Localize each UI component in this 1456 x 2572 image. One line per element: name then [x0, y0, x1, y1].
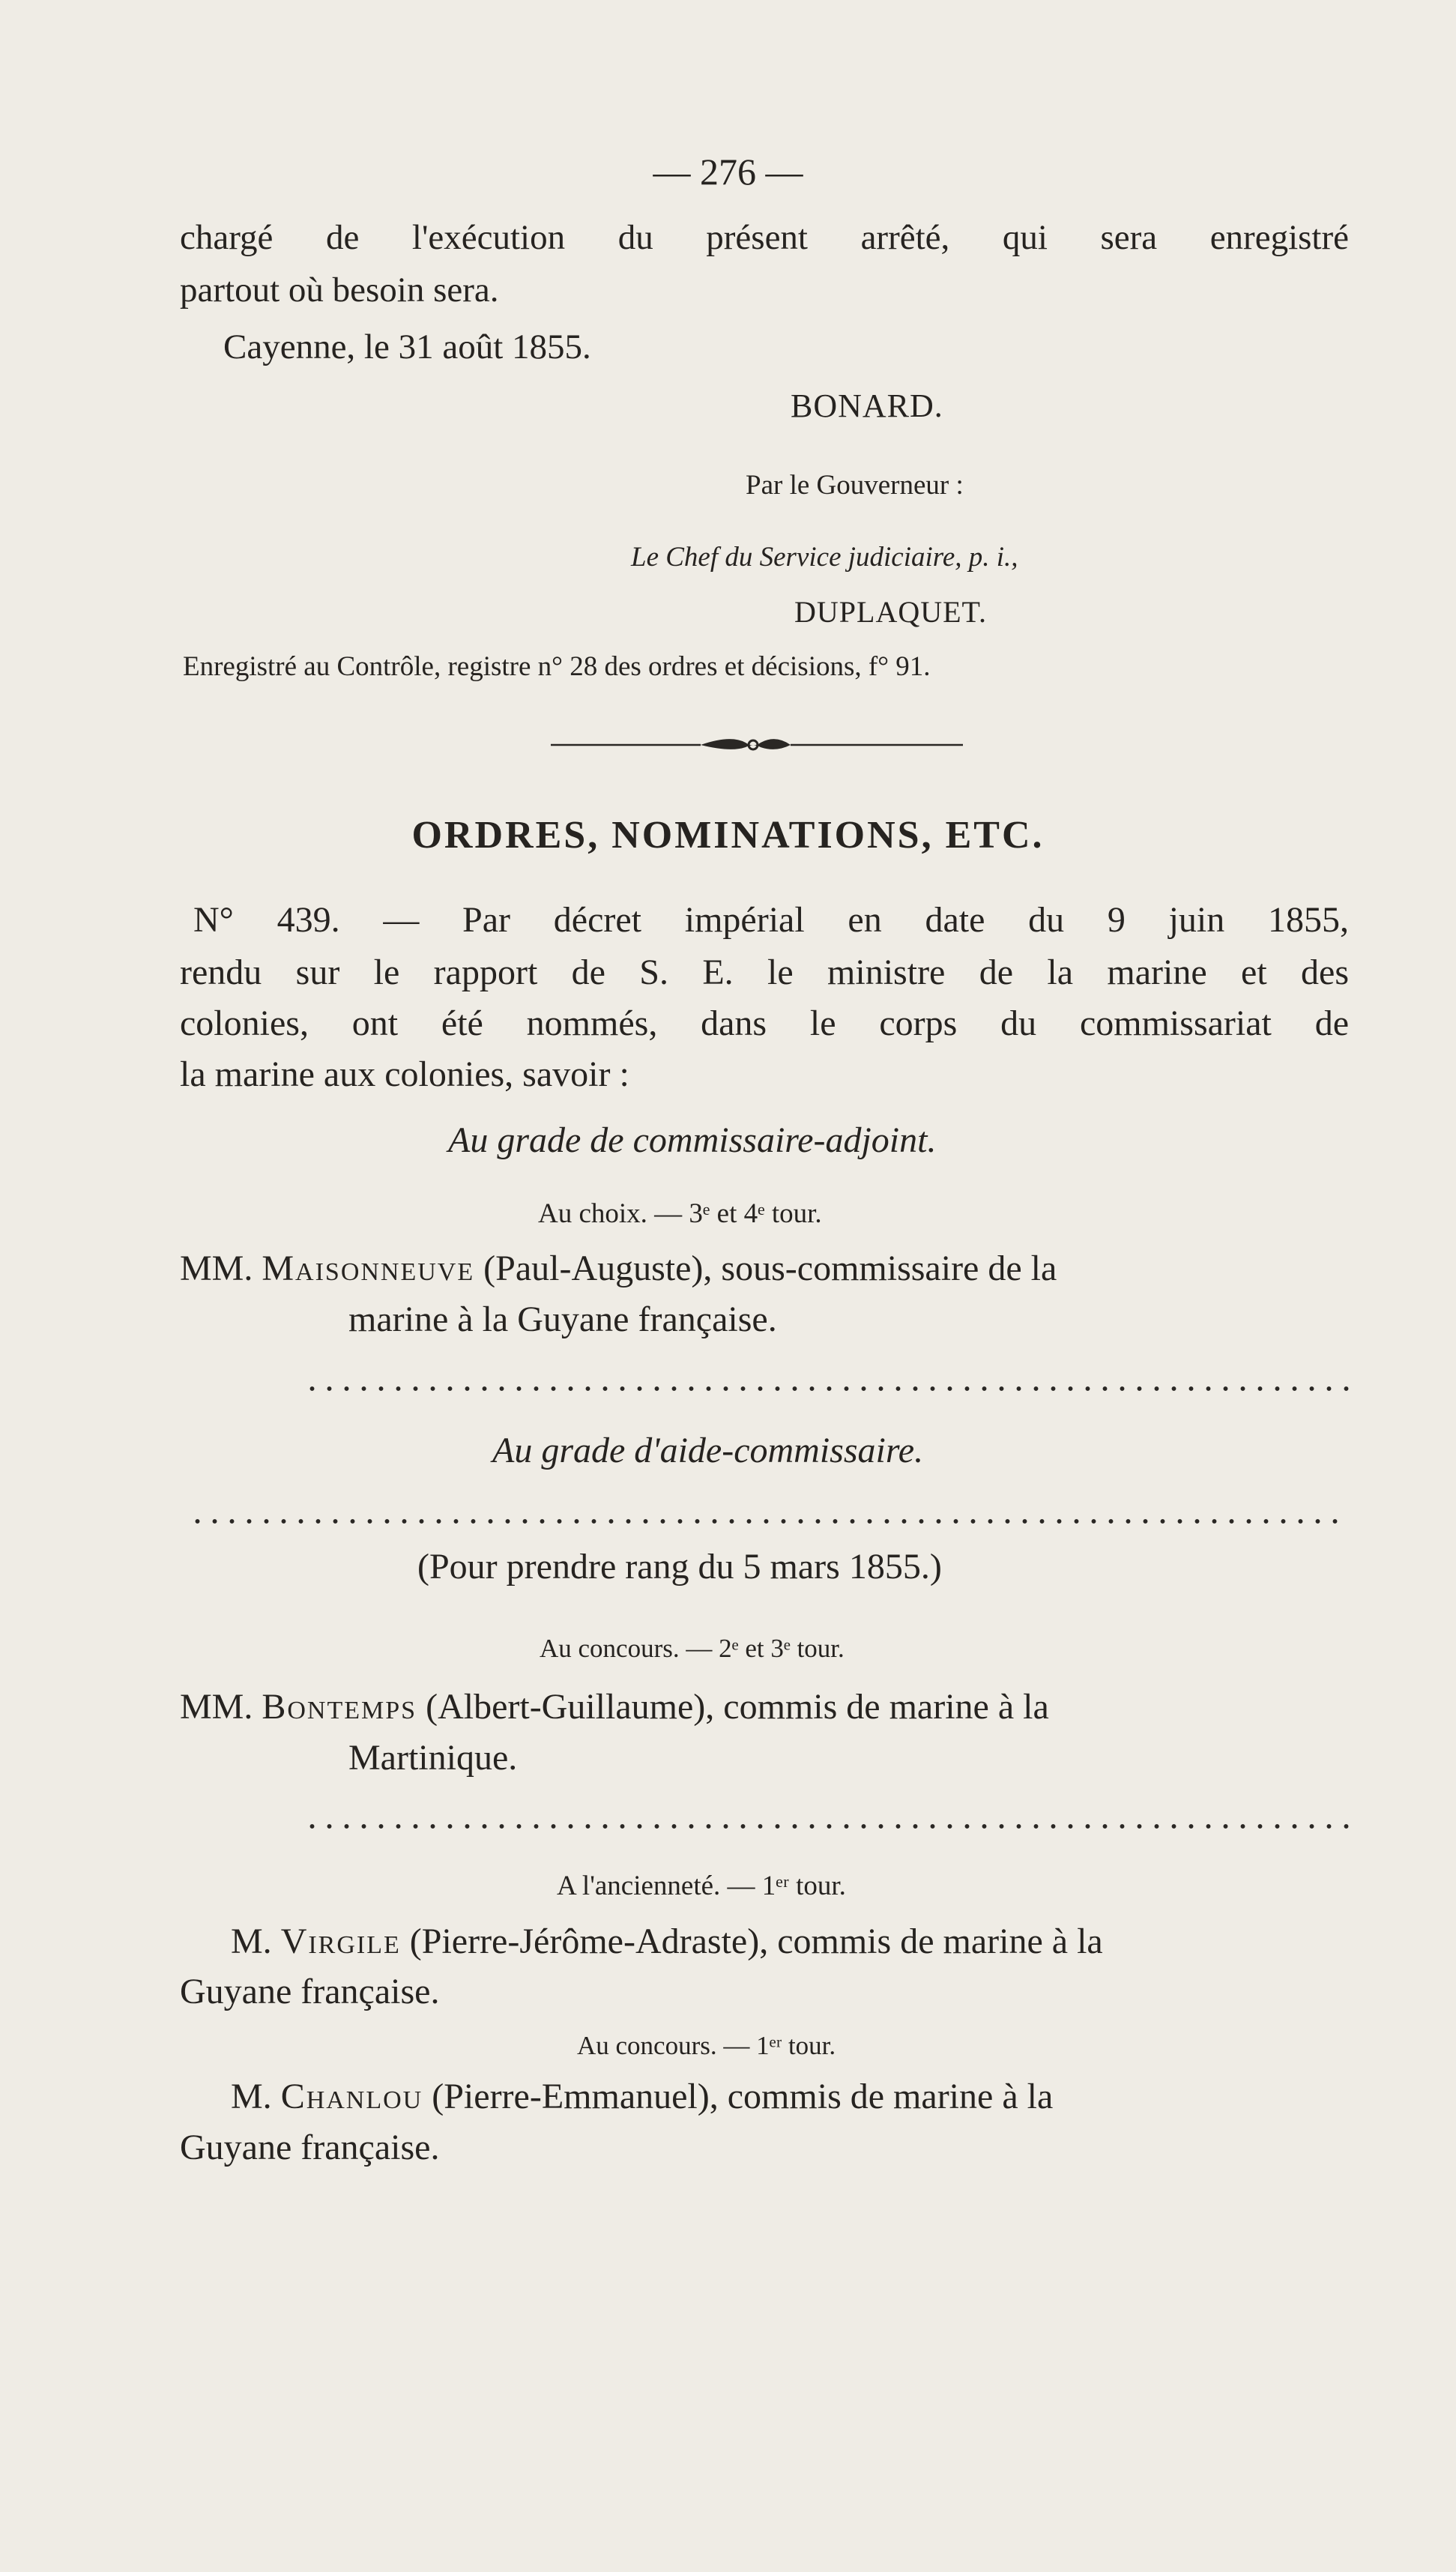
person-name: Maisonneuve [262, 1249, 475, 1288]
elision-dots [303, 1823, 1349, 1830]
text-line: marine à la Guyane française. [348, 1299, 777, 1339]
promotion-mode: Au choix. — 3ᵉ et 4ᵉ tour. [538, 1198, 822, 1229]
grade-heading-aide-commissaire: Au grade d'aide-commissaire. [492, 1431, 924, 1470]
text-line: Guyane française. [180, 1972, 440, 2011]
title-mm: MM. [180, 1249, 253, 1288]
promotion-mode: Au concours. — 1ᵉʳ tour. [577, 2031, 836, 2060]
nomination-entry [231, 1921, 1103, 1962]
signature-duplaquet: DUPLAQUET. [794, 595, 988, 629]
rank-note: (Pour prendre rang du 5 mars 1855.) [417, 1547, 942, 1587]
person-details: (Paul-Auguste), sous-commissaire de la [483, 1249, 1057, 1288]
nomination-entry [180, 1248, 1349, 1289]
elision-dots [303, 1385, 1349, 1392]
person-details: (Pierre-Emmanuel), commis de marine à la [432, 2077, 1054, 2116]
section-title: ORDRES, NOMINATIONS, ETC. [411, 814, 1045, 857]
elision-dots [189, 1518, 1349, 1525]
person-name: Virgile [280, 1922, 401, 1961]
title-m: M. [231, 2077, 272, 2116]
text-line: chargé de l'exécution du présent arrêté, qui sera enregistré [180, 218, 1349, 257]
par-le-gouverneur: Par le Gouverneur : [746, 470, 964, 501]
promotion-mode: A l'ancienneté. — 1ᵉʳ tour. [557, 1871, 846, 1901]
decree-line: colonies, ont été nommés, dans le corps du commissariat de [180, 1003, 1349, 1043]
title-m: M. [231, 1922, 272, 1961]
text-line: partout où besoin sera. [180, 271, 499, 310]
nomination-entry [231, 2076, 1053, 2117]
signature-bonard: BONARD. [791, 387, 943, 424]
text-line: Guyane française. [180, 2128, 440, 2167]
title-mm: MM. [180, 1687, 253, 1727]
place-date: Cayenne, le 31 août 1855. [223, 327, 591, 366]
decree-line: N° 439. — Par décret impérial en date du 9 juin 1855, [193, 900, 1349, 940]
chef-service: Le Chef du Service judiciaire, p. i., [631, 542, 1018, 573]
person-name: Chanlou [280, 2077, 423, 2116]
grade-heading-commissaire-adjoint: Au grade de commissaire-adjoint. [448, 1120, 937, 1160]
person-name: Bontemps [262, 1687, 417, 1727]
page-number: — 276 — [653, 151, 803, 193]
person-details: (Pierre-Jérôme-Adraste), commis de marine à la [409, 1922, 1103, 1961]
registration-note: Enregistré au Contrôle, registre n° 28 des ordres et décisions, f° 91. [183, 651, 931, 682]
decree-line: la marine aux colonies, savoir : [180, 1054, 629, 1094]
ornament-rule [0, 730, 1456, 760]
text-line: Martinique. [348, 1738, 518, 1778]
nomination-entry [180, 1686, 1049, 1727]
promotion-mode: Au concours. — 2ᵉ et 3ᵉ tour. [540, 1634, 845, 1663]
decree-line: rendu sur le rapport de S. E. le ministre de la marine et des [180, 953, 1349, 992]
person-details: (Albert-Guillaume), commis de marine à la [426, 1687, 1049, 1727]
